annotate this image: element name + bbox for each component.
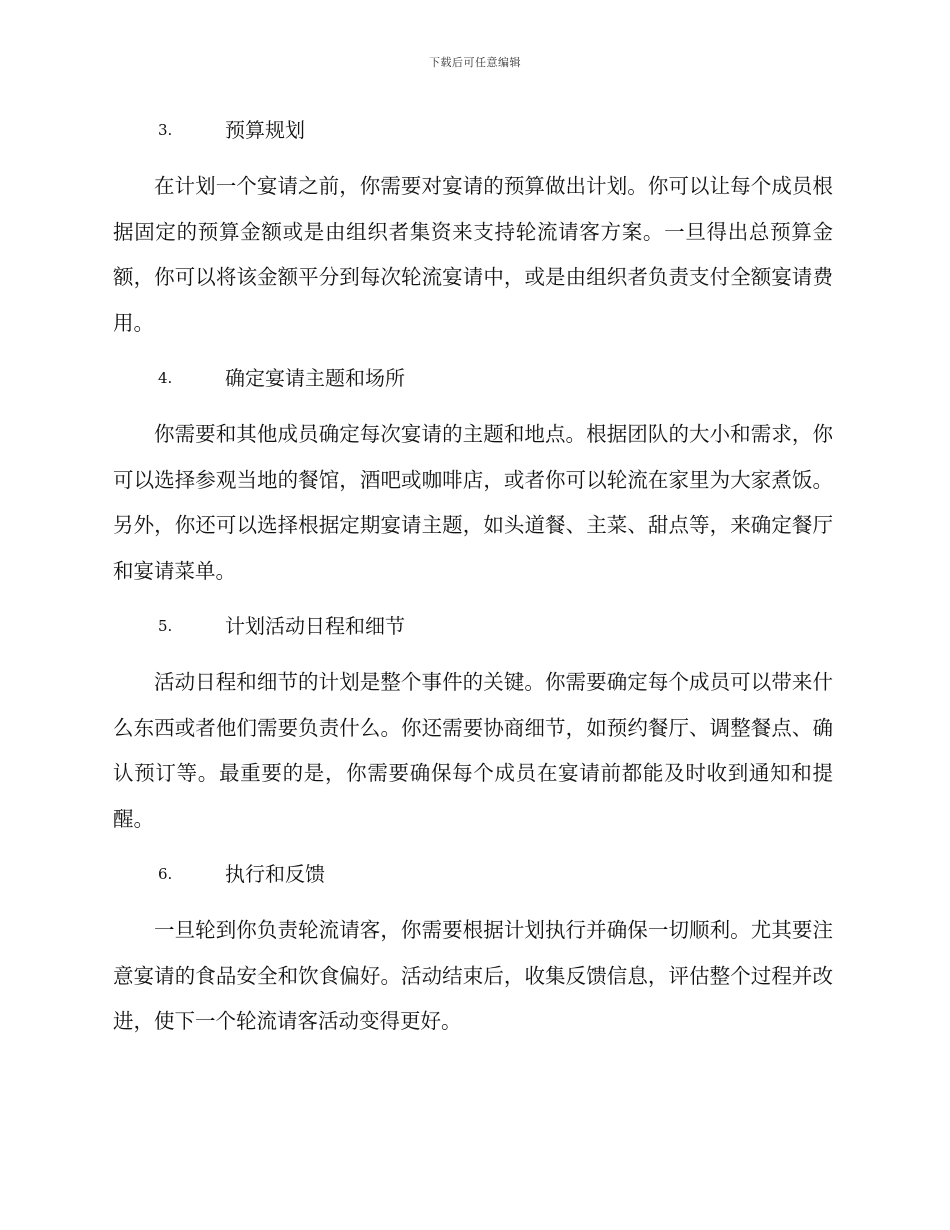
document-body [113, 112, 833, 1059]
section-title: 预算规划 [225, 118, 305, 142]
section-paragraph-5: 活动日程和细节的计划是整个事件的关键。你需要确定每个成员可以带来什么东西或者他们需要负责什么。你还需要协商细节，如预约餐厅、调整餐点、确认预订等。最重要的是，你需要确保每个成员在宴请前都能及时收到通知和提醒。 [113, 670, 833, 831]
section-paragraph-6: 一旦轮到你负责轮流请客，你需要根据计划执行并确保一切顺利。尤其要注意宴请的食品安全和饮食偏好。活动结束后，收集反馈信息，评估整个过程并改进，使下一个轮流请客活动变得更好。 [113, 918, 833, 1033]
section-number: 5. [158, 617, 173, 635]
section-heading-5 [113, 608, 833, 644]
section-heading-3 [113, 112, 833, 148]
section-number: 4. [158, 369, 173, 387]
section-paragraph-3: 在计划一个宴请之前，你需要对宴请的预算做出计划。你可以让每个成员根据固定的预算金额或是由组织者集资来支持轮流请客方案。一旦得出总预算金额，你可以将该金额平分到每次轮流宴请中，或是由组织者负责支付全额宴请费用。 [113, 174, 833, 335]
section-title: 执行和反馈 [225, 862, 325, 886]
page-header: 下载后可任意编辑 [429, 56, 521, 69]
section-number: 3. [158, 121, 173, 139]
section-heading-6 [113, 856, 833, 892]
section-heading-4 [113, 360, 833, 396]
section-number: 6. [158, 865, 173, 883]
section-title: 计划活动日程和细节 [225, 614, 405, 638]
section-title: 确定宴请主题和场所 [225, 366, 405, 390]
section-paragraph-4: 你需要和其他成员确定每次宴请的主题和地点。根据团队的大小和需求，你可以选择参观当地的餐馆，酒吧或咖啡店，或者你可以轮流在家里为大家煮饭。另外，你还可以选择根据定期宴请主题，如头道餐、主菜、甜点等，来确定餐厅和宴请菜单。 [113, 422, 833, 583]
